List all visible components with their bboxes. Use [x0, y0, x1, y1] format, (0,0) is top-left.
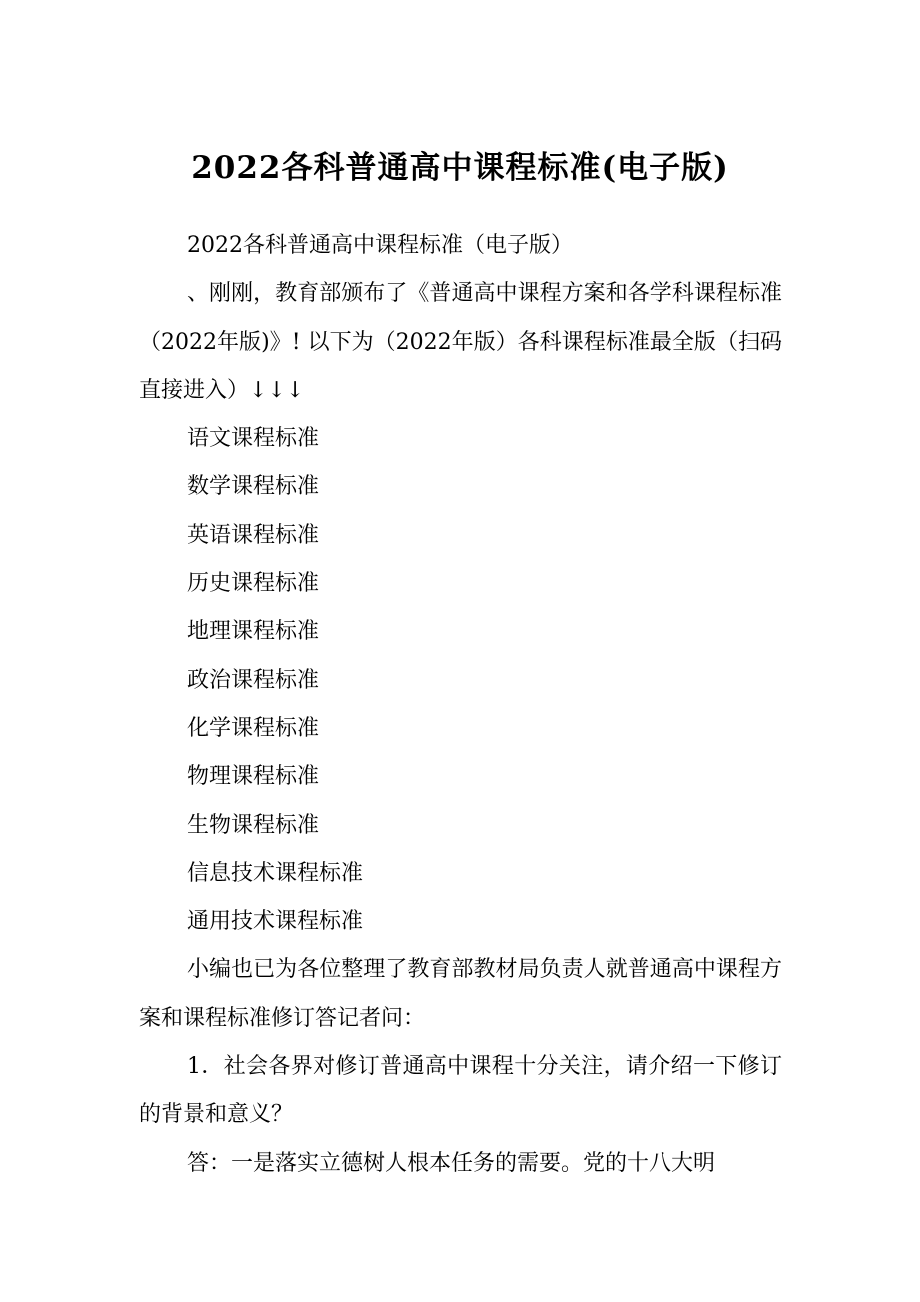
subject-list-item: 政治课程标准	[187, 667, 320, 693]
document-title: 2022各科普通高中课程标准(电子版)	[191, 150, 729, 186]
answer-paragraph: 答：一是落实立德树人根本任务的需要。党的十八大明	[187, 1150, 716, 1176]
subject-list-item: 通用技术课程标准	[187, 909, 364, 935]
announcement-paragraph: 、刚刚，教育部颁布了《普通高中课程方案和各学科课程标准（2022年版)》! 以下为（2022年版）各科课程标准最全版（扫码直接进入）↓↓↓	[139, 281, 782, 403]
subject-list-item: 生物课程标准	[187, 812, 320, 838]
subject-list-item: 英语课程标准	[187, 522, 320, 548]
subject-list-item: 语文课程标准	[187, 426, 320, 452]
question-paragraph: 1．社会各界对修订普通高中课程十分关注，请介绍一下修订的背景和意义？	[139, 1054, 782, 1128]
subject-list-item: 地理课程标准	[187, 619, 320, 645]
subject-list-item: 化学课程标准	[187, 715, 320, 741]
document-body	[139, 222, 782, 1188]
subject-list-item: 数学课程标准	[187, 474, 320, 500]
editor-note-paragraph: 小编也已为各位整理了教育部教材局负责人就普通高中课程方案和课程标准修订答记者问：	[139, 957, 782, 1031]
subject-list-item: 历史课程标准	[187, 571, 320, 597]
intro-title-paragraph: 2022各科普通高中课程标准（电子版）	[187, 233, 573, 258]
subject-list-item: 信息技术课程标准	[187, 860, 364, 886]
subject-list-item: 物理课程标准	[187, 764, 320, 790]
